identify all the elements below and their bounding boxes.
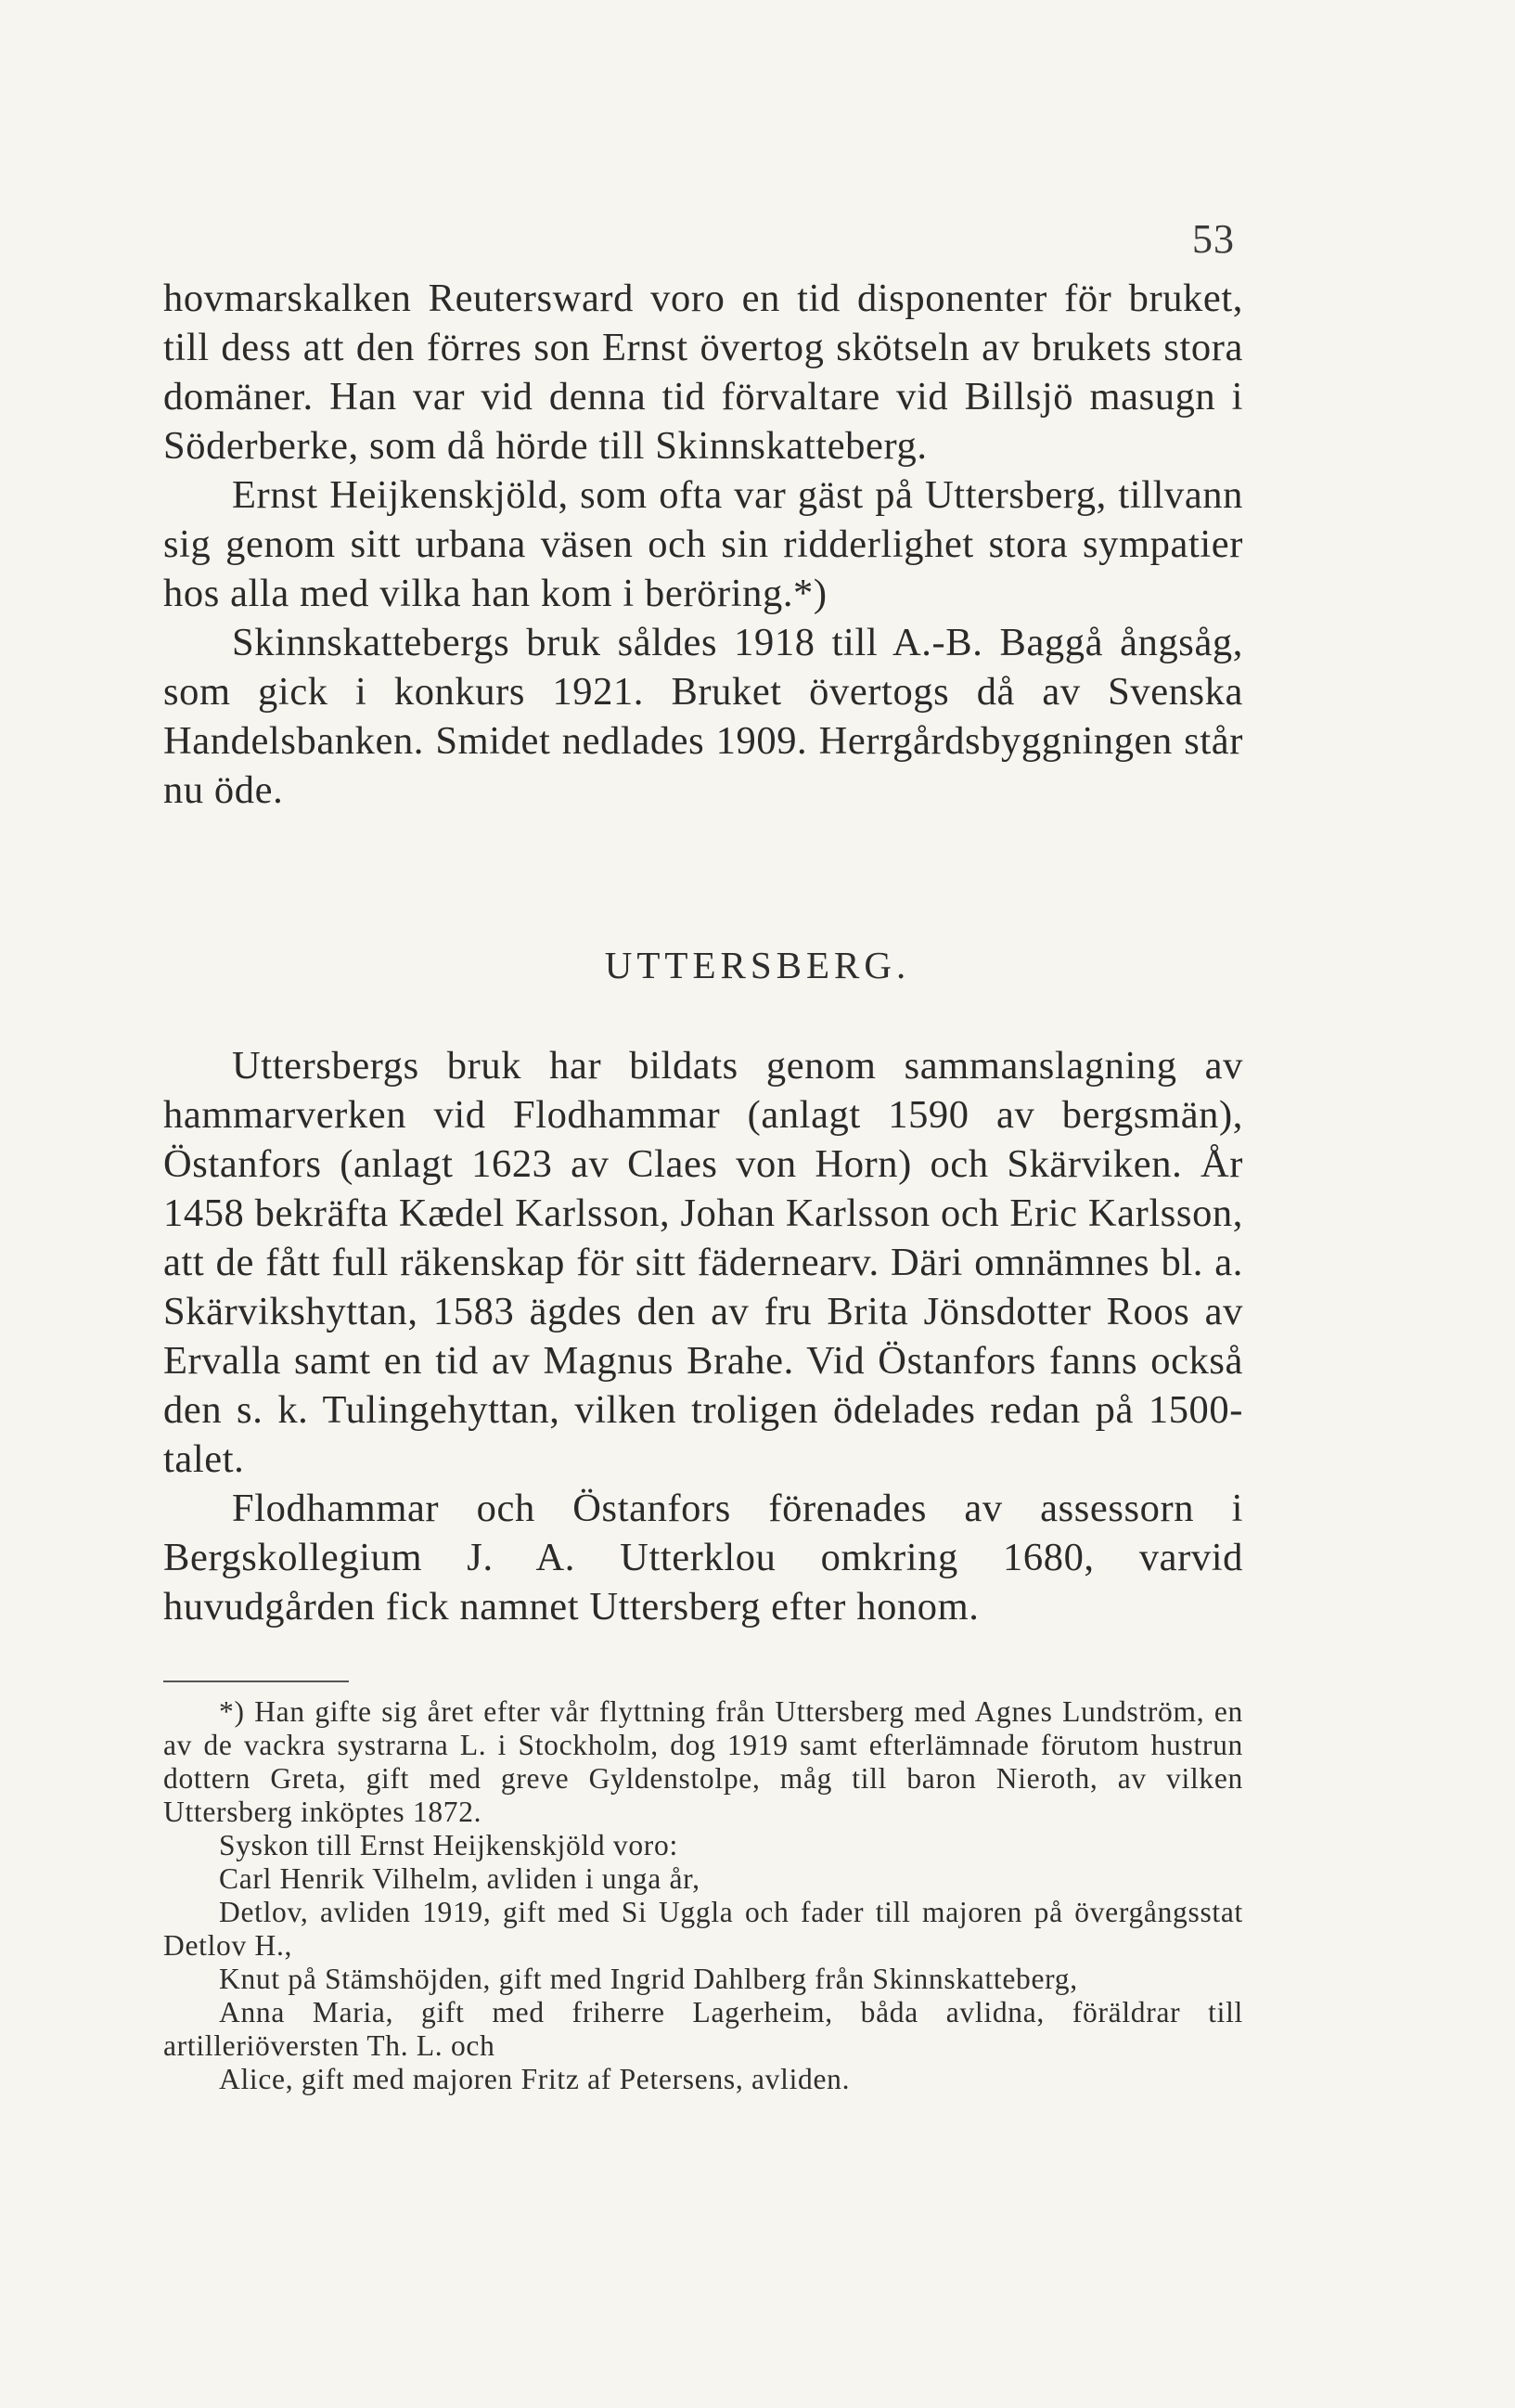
footnote-divider bbox=[163, 1680, 349, 1682]
footnote-line: Anna Maria, gift med friherre Lagerheim, båda avlidna, föräldrar till artilleriöversten Th. L. och bbox=[163, 1996, 1243, 2062]
page-number: 53 bbox=[1192, 216, 1235, 262]
paragraph: Uttersbergs bruk har bildats genom sammanslagning av hammarverken vid Flodhammar (anlagt 1590 av bergsmän), Östanfors (anlagt 1623 av Claes von Horn) och Skärviken. År 1458 bekräfta Kædel Karlsson, Johan Karlsson och Eric Karlsson, att de fått full räkenskap för sitt fädernearv. Däri omnämnes bl. a. Skärvikshyttan, 1583 ägdes den av fru Brita Jönsdotter Roos av Ervalla samt en tid av Magnus Brahe. Vid Östanfors fanns också den s. k. Tulingehyttan, vilken troligen ödelades redan på 1500-talet. bbox=[163, 1044, 1243, 1481]
footnotes bbox=[163, 1695, 1243, 2096]
paragraph: Ernst Heijkenskjöld, som ofta var gäst på Uttersberg, tillvann sig genom sitt urbana väsen och sin ridderlighet stora sympatier hos alla med vilka han kom i beröring.*) bbox=[163, 473, 1243, 615]
footnote-line: Knut på Stämshöjden, gift med Ingrid Dahlberg från Skinnskatteberg, bbox=[219, 1963, 1078, 1995]
paragraph: Flodhammar och Östanfors förenades av assessorn i Bergskollegium J. A. Utterklou omkring 1680, varvid huvudgården fick namnet Uttersberg efter honom. bbox=[163, 1487, 1243, 1629]
section-heading: UTTERSBERG. bbox=[604, 944, 911, 986]
footnote-line: Alice, gift med majoren Fritz af Petersens, avliden. bbox=[219, 2063, 851, 2095]
footnote-line: *) Han gifte sig året efter vår flyttning från Uttersberg med Agnes Lundström, en av de vackra systrarna L. i Stockholm, dog 1919 samt efterlämnade förutom hustrun dottern Greta, gift med greve Gyldenstolpe, måg till baron Nieroth, av vilken Uttersberg inköptes 1872. bbox=[163, 1695, 1243, 1828]
main-text-block bbox=[163, 1041, 1243, 1631]
paragraph: hovmarskalken Reutersward voro en tid disponenter för bruket, till dess att den förres son Ernst övertog skötseln av brukets stora domäner. Han var vid denna tid förvaltare vid Billsjö masugn i Söderberke, som då hörde till Skinnskatteberg. bbox=[163, 277, 1243, 468]
footnote-line: Detlov, avliden 1919, gift med Si Uggla och fader till majoren på övergångsstat Detlov H., bbox=[163, 1896, 1243, 1962]
footnote-line: Carl Henrik Vilhelm, avliden i unga år, bbox=[219, 1862, 700, 1895]
footnote-line: Syskon till Ernst Heijkenskjöld voro: bbox=[219, 1829, 678, 1861]
paragraph: Skinnskattebergs bruk såldes 1918 till A.-B. Baggå ångsåg, som gick i konkurs 1921. Bruket övertogs då av Svenska Handelsbanken. Smidet nedlades 1909. Herrgårdsbyggningen står nu öde. bbox=[163, 621, 1243, 812]
top-text-block bbox=[163, 274, 1243, 815]
